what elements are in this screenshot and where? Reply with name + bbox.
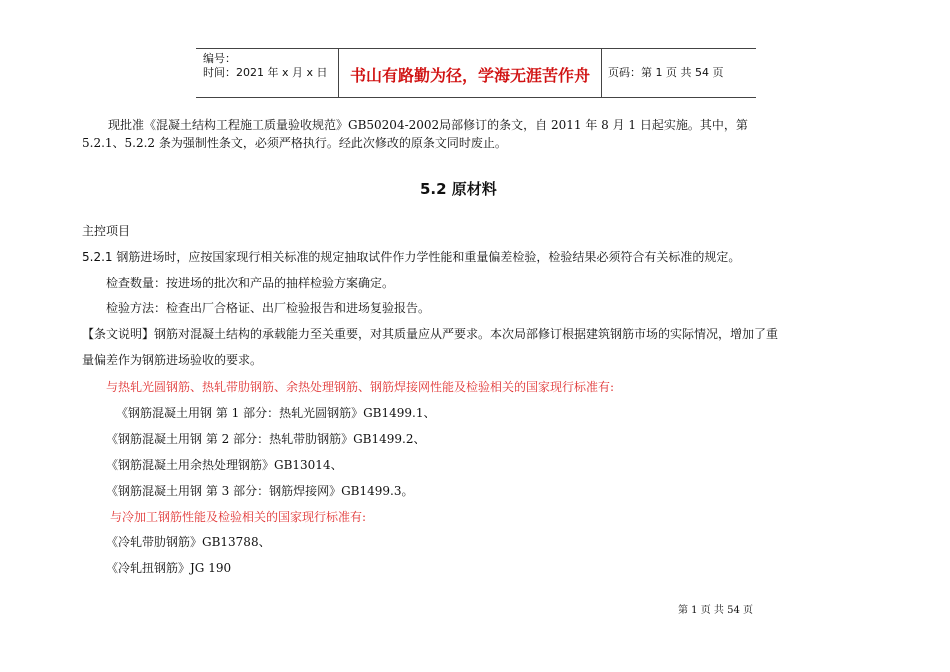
main-items-label: 主控项目 bbox=[82, 224, 131, 238]
explanation-line-2: 量偏差作为钢筋进场验收的要求。 bbox=[82, 353, 263, 367]
number-label: 编号： bbox=[203, 52, 236, 65]
standard-item: 《钢筋混凝土用钢 第 3 部分：钢筋焊接网》GB1499.3。 bbox=[106, 484, 414, 498]
inspect-quantity: 检查数量：按进场的批次和产品的抽样检验方案确定。 bbox=[106, 276, 395, 290]
page-info: 页码：第 1 页 共 54 页 bbox=[608, 66, 724, 79]
header-page-cell bbox=[602, 49, 756, 97]
explanation-line-1: 【条文说明】钢筋对混凝土结构的承载能力至关重要，对其质量应从严要求。本次局部修订根据建筑钢筋市场的实际情况，增加了重 bbox=[82, 327, 779, 341]
motto: 书山有路勤为径，学海无涯苦作舟 bbox=[349, 66, 590, 85]
header-table bbox=[196, 48, 756, 98]
page-footer: 第 1 页 共 54 页 bbox=[678, 605, 753, 616]
standard-item: 《钢筋混凝土用钢 第 1 部分：热轧光圆钢筋》GB1499.1、 bbox=[116, 406, 436, 420]
standard-item: 《钢筋混凝土用余热处理钢筋》GB13014、 bbox=[106, 458, 343, 472]
section-title: 5.2 原材料 bbox=[420, 180, 497, 198]
intro-line-1: 现批准《混凝土结构工程施工质量验收规范》GB50204-2002局部修订的条文，自 2011 年 8 月 1 日起实施。其中，第 bbox=[108, 118, 748, 132]
hot-rolled-standards-heading: 与热轧光圆钢筋、热轧带肋钢筋、余热处理钢筋、钢筋焊接网性能及检验相关的国家现行标准有: bbox=[106, 380, 615, 394]
clause-5-2-1: 5.2.1 钢筋进场时，应按国家现行相关标准的规定抽取试件作力学性能和重量偏差检验，检验结果必须符合有关标准的规定。 bbox=[82, 250, 741, 264]
header-motto-cell bbox=[339, 49, 602, 97]
standard-item: 《冷轧扭钢筋》JG 190 bbox=[106, 561, 232, 575]
standard-item: 《钢筋混凝土用钢 第 2 部分：热轧带肋钢筋》GB1499.2、 bbox=[106, 432, 426, 446]
standard-item: 《冷轧带肋钢筋》GB13788、 bbox=[106, 535, 271, 549]
inspect-method: 检验方法：检查出厂合格证、出厂检验报告和进场复验报告。 bbox=[106, 301, 431, 315]
time-label: 时间：2021 年 x 月 x 日 bbox=[203, 66, 328, 79]
intro-line-2: 5.2.1、5.2.2 条为强制性条文，必须严格执行。经此次修改的原条文同时废止。 bbox=[82, 136, 507, 150]
cold-processed-standards-heading: 与冷加工钢筋性能及检验相关的国家现行标准有: bbox=[110, 510, 367, 524]
header-meta-cell bbox=[196, 49, 339, 97]
